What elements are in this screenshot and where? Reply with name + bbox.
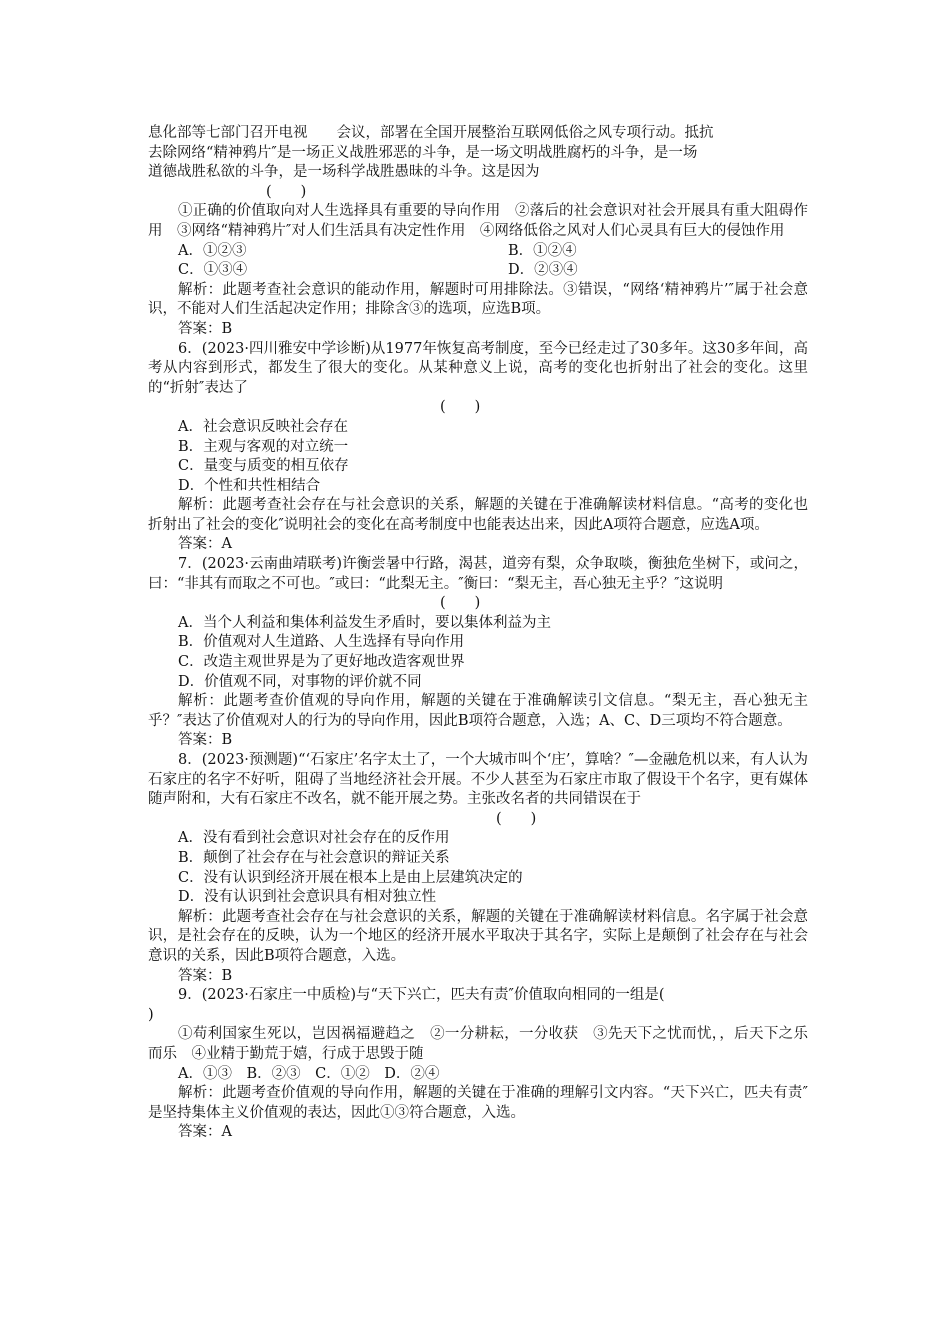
- q7-answer: 答案：B: [178, 732, 233, 749]
- q8-answer-paren: ( ): [496, 810, 537, 827]
- q5-answer-paren: ( ): [266, 183, 307, 200]
- q6-option-d: D．个性和共性相结合: [178, 477, 321, 494]
- q5-analysis: 解析：此题考查社会意识的能动作用，解题时可用排除法。③错误，“网络‘精神鸦片’″属于社会意识，不能对人们生活起决定作用；排除含③的选项，应选B项。: [148, 281, 808, 318]
- q5-stem-line2: 去除网络“精神鸦片″是一场正义战胜邪恶的斗争，是一场文明战胜腐朽的斗争，是一场: [148, 144, 698, 161]
- q6-option-b: B．主观与客观的对立统一: [178, 438, 349, 455]
- q8-analysis: 解析：此题考查社会存在与社会意识的关系，解题的关键在于准确解读材料信息。名字属于社会意识，是社会存在的反映，认为一个地区的经济开展水平取决于其名字，实际上是颠倒了社会存在与社会意识的关系，因此B项符合题意，入选。: [148, 908, 808, 964]
- q6-option-c: C．量变与质变的相互依存: [178, 458, 349, 475]
- q7-answer-paren: ( ): [440, 595, 481, 612]
- q8-option-b: B．颠倒了社会存在与社会意识的辩证关系: [178, 849, 450, 866]
- q7-option-a: A．当个人利益和集体利益发生矛盾时，要以集体利益为主: [178, 614, 551, 631]
- q7-stem: 7．(2023·云南曲靖联考)许衡尝暑中行路，渴甚，道旁有梨，众争取啖，衡独危坐树下，或问之，曰：“非其有而取之不可也。″或曰：“此梨无主。″衡曰：“梨无主，吾心独无主乎？″这说明: [148, 556, 808, 592]
- q9-stem-line2: ): [148, 1006, 154, 1023]
- q5-answer: 答案：B: [178, 320, 233, 337]
- q5-stem-line1: 息化部等七部门召开电视 会议，部署在全国开展整治互联网低俗之风专项行动。抵抗: [148, 125, 714, 141]
- q5-options-row2: [148, 261, 808, 281]
- q9-options: A．①③ B．②③ C．①② D．②④: [178, 1065, 440, 1082]
- q6-answer-paren: ( ): [440, 399, 481, 416]
- q5-option-a: A．①②③: [178, 242, 247, 259]
- q8-option-d: D．没有认识到社会意识具有相对独立性: [178, 889, 437, 906]
- q9-analysis: 解析：此题考查价值观的导向作用，解题的关键在于准确的理解引文内容。“天下兴亡，匹夫有责″是坚持集体主义价值观的表达，因此①③符合题意，入选。: [148, 1085, 808, 1121]
- q5-stem-line3: 道德战胜私欲的斗争，是一场科学战胜愚昧的斗争。这是因为: [148, 164, 540, 181]
- q7-option-c: C．改造主观世界是为了更好地改造客观世界: [178, 654, 465, 671]
- q5-option-b: B．①②④: [508, 242, 577, 259]
- q6-answer: 答案：A: [178, 536, 232, 553]
- q6-stem: 6．(2023·四川雅安中学诊断)从1977年恢复高考制度，至今已经走过了30多年。这30多年间，高考从内容到形式，都发生了很大的变化。从某种意义上说，高考的变化也折射出了社会的变化。这里的“折射″表达了: [148, 340, 808, 396]
- q9-statements: ①苟利国家生死以，岂因祸福避趋之 ②一分耕耘，一分收获 ③先天下之忧而忧，，后天下之乐而乐 ④业精于勤荒于嬉，行成于思毁于随: [148, 1026, 808, 1062]
- q5-option-d: D．②③④: [508, 262, 578, 279]
- q8-stem: 8．(2023·预测题)“‘石家庄’名字太土了，一个大城市叫个‘庄’，算啥？″—金融危机以来，有人认为石家庄的名字不好听，阻碍了当地经济社会开展。不少人甚至为石家庄市取了假设干个名字，更有媒体随声附和，大有石家庄不改名，就不能开展之势。主张改名者的共同错误在于: [148, 752, 808, 808]
- q8-answer: 答案：B: [178, 967, 233, 984]
- q5-statements: ①正确的价值取向对人生选择具有重要的导向作用 ②落后的社会意识对社会开展具有重大阻碍作用 ③网络“精神鸦片″对人们生活具有决定性作用 ④网络低俗之风对人们心灵具有巨大的侵蚀作用: [148, 203, 808, 239]
- q7-analysis: 解析：此题考查价值观的导向作用，解题的关键在于准确解读引文信息。“梨无主，吾心独无主乎？″表达了价值观对人的行为的导向作用，因此B项符合题意，入选；A、C、D三项均不符合题意。: [148, 693, 808, 729]
- document-body: [148, 124, 808, 1143]
- q5-option-c: C．①③④: [178, 262, 248, 279]
- q9-answer: 答案：A: [178, 1124, 232, 1141]
- q7-option-b: B．价值观对人生道路、人生选择有导向作用: [178, 634, 465, 651]
- q8-option-a: A．没有看到社会意识对社会存在的反作用: [178, 830, 450, 847]
- q5-options-row1: [148, 242, 808, 262]
- q6-option-a: A．社会意识反映社会存在: [178, 418, 348, 435]
- q9-stem-line1: 9．(2023·石家庄一中质检)与“天下兴亡，匹夫有责″价值取向相同的一组是(: [178, 987, 665, 1004]
- q6-analysis: 解析：此题考查社会存在与社会意识的关系，解题的关键在于准确解读材料信息。“高考的变化也折射出了社会的变化″说明社会的变化在高考制度中也能表达出来，因此A项符合题意，应选A项。: [148, 497, 808, 533]
- q7-option-d: D．价值观不同，对事物的评价就不同: [178, 673, 422, 690]
- q8-option-c: C．没有认识到经济开展在根本上是由上层建筑决定的: [178, 869, 523, 886]
